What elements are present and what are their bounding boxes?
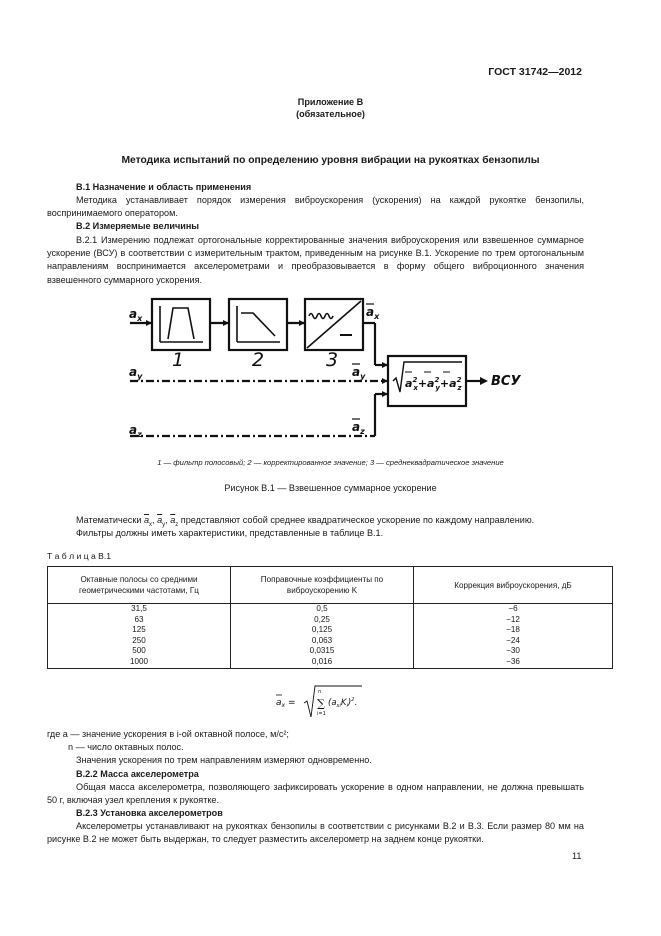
table-col-coefficient: 0,5 0,25 0,125 0,063 0,0315 0,016 [231,604,414,669]
annex-title: Приложение В [297,97,364,107]
block1-number: 1 [172,349,185,371]
section-b22-heading: В.2.2 Масса акселерометра [76,769,199,779]
document-title: Методика испытаний по определению уровня вибрации на рукоятках бензопилы [121,155,540,166]
math-paragraph: Математически $\overline{a}_x$, $\overline{a}_y$, $\overline{a}_z$ представляют собой среднее квадратическое ускорение по каждому направлению. [76,515,535,528]
section-b22-text: Общая масса акселерометра, позволяющего зафиксировать ускорение в одном направлении, не должна превышать 50 г, включая узел крепления к рукоятке. [47,782,584,806]
th-coefficient: Поправочные коэффициенты по виброускорению K [231,567,414,604]
page-number: 11 [572,851,582,861]
result-label: ВСУ [491,374,521,389]
filters-line: Фильтры должны иметь характеристики, представленные в таблице В.1. [76,528,384,538]
block3-number: 3 [326,349,339,371]
svg-text:(axiKi)2.: $(a_{xi}K_i)^2$. [328,697,358,709]
th-correction: Коррекция виброускорения, дБ [414,567,613,604]
table-col-correction: −6 −12 −18 −24 −30 −36 [414,604,613,669]
block2-number: 2 [252,349,265,371]
section-b23-text: Акселерометры устанавливают на рукоятках бензопилы в соответствии с рисунками В.2 и В.3. Если размер 80 мм на рисунке В.2 не может быть выдержан, то следует разместить акселерометр на заднем конце рукоятки. [47,821,584,845]
section-b1-text: Методика устанавливает порядок измерения виброускорения (ускорения) на каждой рукоятке бензопилы, воспринимаемого оператором. [47,195,584,219]
simultaneous-line: Значения ускорения по трем направлениям измеряют одновременно. [76,755,372,765]
table-col-octave: 31,5 63 125 250 500 1000 [48,604,231,669]
filter-table [47,566,613,669]
input-ax: $a_x$ [129,307,143,323]
input-az: $a_z$ [129,423,142,439]
section-b2-text: В.2.1 Измерению подлежат ортогональные корректированные значения виброускорения или взвешенное суммарное ускорение (ВСУ) в соответствии с измерительным трактом, приведенным на рисунке В.1. Ускорение по трем ортогональным направлениям воспринимается акселерометрами и преобразовывается в форму общего виброционного значения взвешенного суммарного ускорения. [47,235,584,285]
block-diagram [0,290,661,450]
svg-text:n: n [318,689,322,695]
where-n-line: n — число октавных полос. [68,742,184,752]
weighted-formula [270,683,370,723]
input-ay: $a_y$ [129,365,143,381]
table-label: Т а б л и ц а В.1 [47,551,112,561]
svg-text:∑: ∑ [317,697,325,710]
standard-number: ГОСТ 31742—2012 [488,66,582,78]
section-b1-heading: В.1 Назначение и область применения [76,182,252,192]
svg-text:ax =: $a_x$ = [276,698,296,709]
sum-formula: $a^2$ $x+a^2$ $y+a^2$ z [405,376,462,392]
figure-legend: 1 — фильтр полосовый; 2 — корректированное значение; 3 — среднеквадратическое значение [157,458,504,467]
section-b23-heading: В.2.3 Установка акселерометров [76,808,223,818]
svg-text:i=1: i=1 [317,711,326,717]
annex-status: (обязательное) [296,109,365,119]
th-octave: Октавные полосы со средними геометрическими частотами, Гц [48,567,231,604]
where-a-line: где a — значение ускорения в i-ой октавной полосе, м/с²; [47,729,289,739]
section-b2-heading: В.2 Измеряемые величины [76,221,200,231]
output-ay: $a_y$ [352,365,366,381]
output-ax: $a_x$ [366,305,380,321]
output-az: $a_z$ [352,420,365,436]
figure-caption: Рисунок В.1 — Взвешенное суммарное ускорение [224,483,437,493]
